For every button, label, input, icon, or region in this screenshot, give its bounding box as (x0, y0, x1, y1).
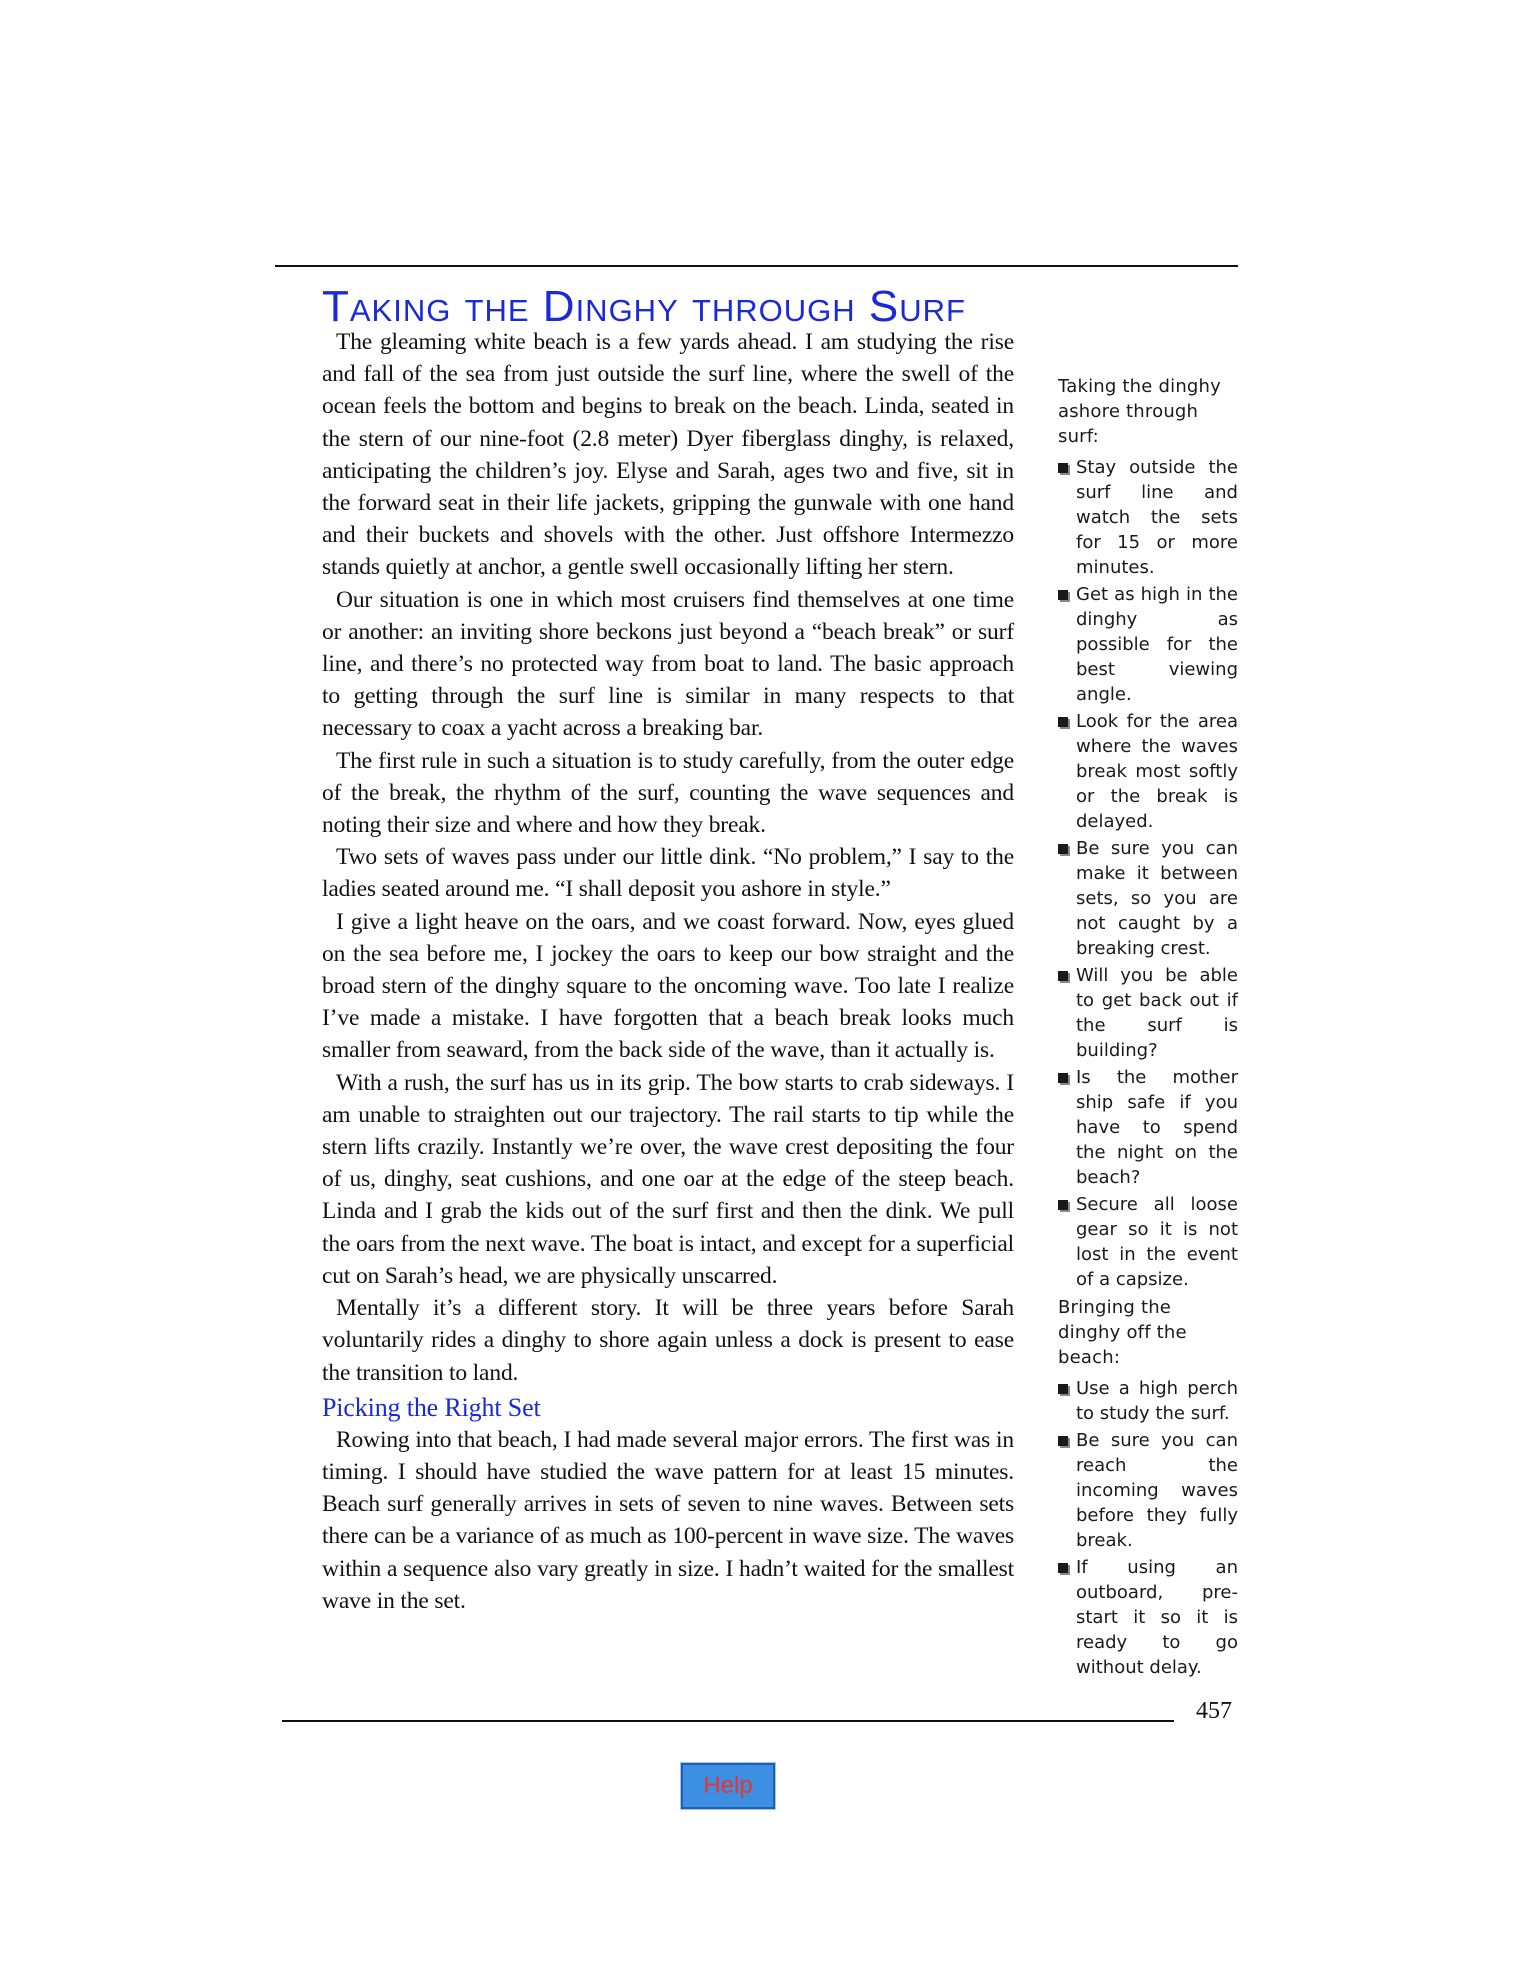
checklist-item-text: Look for the area where the waves break most softly or the break is delayed. (1076, 711, 1238, 832)
checklist-item (1058, 1192, 1238, 1292)
checklist-item (1058, 1555, 1238, 1680)
help-button[interactable]: Help (681, 1763, 775, 1809)
checkbox-bullet-icon (1058, 971, 1068, 981)
checklist-item (1058, 963, 1238, 1063)
sidebar-heading-ashore: Taking the dinghy ashore through surf: (1058, 376, 1222, 447)
checklist-item (1058, 836, 1238, 961)
sidebar-checklist-off-beach (1058, 1376, 1238, 1680)
checkbox-bullet-icon (1058, 1563, 1068, 1573)
sidebar-checklist-ashore (1058, 455, 1238, 1292)
checklist-item (1058, 1428, 1238, 1553)
checklist-item-text: Is the mother ship safe if you have to spend the night on the beach? (1076, 1067, 1238, 1188)
checklist-item (1058, 1065, 1238, 1190)
checklist-item (1058, 709, 1238, 834)
checklist-item-text: Get as high in the dinghy as possible for the best viewing angle. (1076, 584, 1238, 705)
page-number: 457 (1196, 1698, 1232, 1724)
body-paragraph: With a rush, the surf has us in its grip. The bow starts to crab sideways. I am unable to straighten out our trajectory. The rail starts to tip while the stern lifts crazily. Instantly we’re over, the wave crest depositing the four of us, dinghy, seat cushions, and one oar at the edge of the steep beach. Linda and I grab the kids out of the surf first and then the dink. We pull the oars from the next wave. The boat is intact, and except for a superficial cut on Sarah’s head, we are physically unscarred. (322, 1069, 1014, 1289)
top-rule (275, 265, 1238, 267)
checkbox-bullet-icon (1058, 1436, 1068, 1446)
checklist-item-text: Secure all loose gear so it is not lost in the event of a capsize. (1076, 1194, 1238, 1290)
sidebar-heading-off-beach: Bringing the dinghy off the beach: (1058, 1297, 1187, 1368)
bottom-rule (282, 1720, 1174, 1722)
checkbox-bullet-icon (1058, 1073, 1068, 1083)
checklist-item (1058, 1376, 1238, 1426)
main-text-column (322, 326, 1014, 1617)
checklist-item-text: If using an outboard, pre-start it so it is ready to go without delay. (1076, 1557, 1238, 1678)
checklist-item-text: Will you be able to get back out if the surf is building? (1076, 965, 1238, 1061)
body-paragraph: The gleaming white beach is a few yards ahead. I am studying the rise and fall of the sea from just outside the surf line, where the swell of the ocean feels the bottom and begins to break on the beach. Linda, seated in the stern of our nine-foot (2.8 meter) Dyer fiberglass dinghy, is relaxed, anticipating the children’s joy. Elyse and Sarah, ages two and five, sit in the forward seat in their life jackets, gripping the gunwale with one hand and their buckets and shovels with the other. Just offshore Intermezzo stands quietly at anchor, a gentle swell occasionally lifting her stern. (322, 329, 1014, 581)
checklist-item-text: Be sure you can reach the incoming waves before they fully break. (1076, 1430, 1238, 1551)
checklist-item-text: Use a high perch to study the surf. (1076, 1378, 1238, 1424)
margin-sidebar (1058, 374, 1238, 1683)
checklist-item-text: Be sure you can make it between sets, so you are not caught by a breaking crest. (1076, 838, 1238, 959)
body-paragraph: Rowing into that beach, I had made several major errors. The first was in timing. I should have studied the wave pattern for at least 15 minutes. Beach surf generally arrives in sets of seven to nine waves. Between sets there can be a variance of as much as 100-percent in wave size. The waves within a sequence also vary greatly in size. I hadn’t waited for the smallest wave in the set. (322, 1426, 1014, 1614)
body-paragraph: Our situation is one in which most cruisers find themselves at one time or another: an inviting shore beckons just beyond a “beach break” or surf line, and there’s no protected way from boat to land. The basic approach to getting through the surf line is similar in many respects to that necessary to coax a yacht across a breaking bar. (322, 586, 1014, 742)
checkbox-bullet-icon (1058, 1200, 1068, 1210)
checklist-item-text: Stay outside the surf line and watch the sets for 15 or more minutes. (1076, 457, 1238, 578)
checkbox-bullet-icon (1058, 717, 1068, 727)
body-paragraph: Mentally it’s a different story. It will be three years before Sarah voluntarily rides a dinghy to shore again unless a dock is present to ease the transition to land. (322, 1295, 1014, 1386)
chapter-title: Taking the Dinghy through Surf (322, 282, 966, 331)
checkbox-bullet-icon (1058, 844, 1068, 854)
body-paragraph: The first rule in such a situation is to study carefully, from the outer edge of the break, the rhythm of the surf, counting the wave sequences and noting their size and where and how they break. (322, 747, 1014, 839)
checkbox-bullet-icon (1058, 1384, 1068, 1394)
section-heading: Picking the Right Set (322, 1392, 541, 1422)
body-paragraph: I give a light heave on the oars, and we coast forward. Now, eyes glued on the sea before me, I jockey the oars to keep our bow straight and the broad stern of the dinghy square to the oncoming wave. Too late I realize I’ve made a mistake. I have forgotten that a beach break looks much smaller from seaward, from the back side of the wave, than it actually is. (322, 908, 1014, 1064)
body-paragraph: Two sets of waves pass under our little dink. “No problem,” I say to the ladies seated around me. “I shall deposit you ashore in style.” (322, 844, 1014, 903)
checklist-item (1058, 455, 1238, 580)
checklist-item (1058, 582, 1238, 707)
checkbox-bullet-icon (1058, 463, 1068, 473)
checkbox-bullet-icon (1058, 590, 1068, 600)
